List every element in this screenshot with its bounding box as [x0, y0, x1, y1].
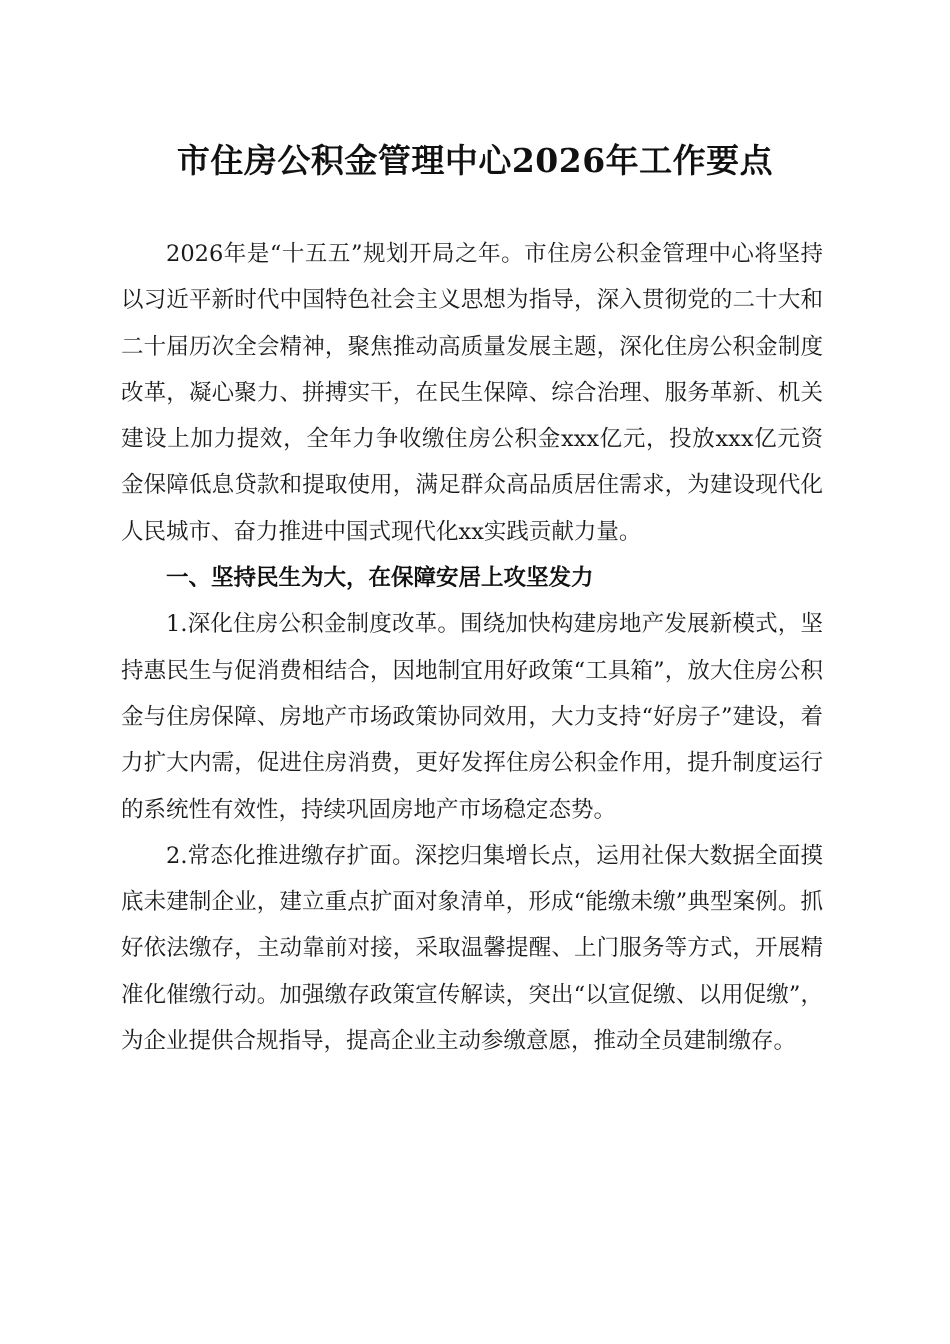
intro-paragraph: 2026年是“十五五”规划开局之年。市住房公积金管理中心将坚持以习近平新时代中国特色社会主义思想为指导，深入贯彻党的二十大和二十届历次全会精神，聚焦推动高质量发展主题，深化住房公积金制度改革，凝心聚力、拼搏实干，在民生保障、综合治理、服务革新、机关建设上加力提效，全年力争收缴住房公积金xxx亿元，投放xxx亿元资金保障低息贷款和提取使用，满足群众高品质居住需求，为建设现代化人民城市、奋力推进中国式现代化xx实践贡献力量。: [121, 241, 823, 545]
item-paragraph-2: 2.常态化推进缴存扩面。深挖归集增长点，运用社保大数据全面摸底未建制企业，建立重点扩面对象清单，形成“能缴未缴”典型案例。抓好依法缴存，主动靠前对接，采取温馨提醒、上门服务等方式，开展精准化催缴行动。加强缴存政策宣传解读，突出“以宣促缴、以用促缴”，为企业提供合规指导，提高企业主动参缴意愿，推动全员建制缴存。: [121, 842, 823, 1055]
document-body: [121, 231, 823, 1064]
item-paragraph-1: 1.深化住房公积金制度改革。围绕加快构建房地产发展新模式，坚持惠民生与促消费相结合，因地制宜用好政策“工具箱”，放大住房公积金与住房保障、房地产市场政策协同效用，大力支持“好房子”建设，着力扩大内需，促进住房消费，更好发挥住房公积金作用，提升制度运行的系统性有效性，持续巩固房地产市场稳定态势。: [121, 611, 823, 823]
document-title: 市住房公积金管理中心2026年工作要点: [176, 141, 774, 180]
section-heading-1: 一、坚持民生为大，在保障安居上攻坚发力: [166, 565, 594, 592]
